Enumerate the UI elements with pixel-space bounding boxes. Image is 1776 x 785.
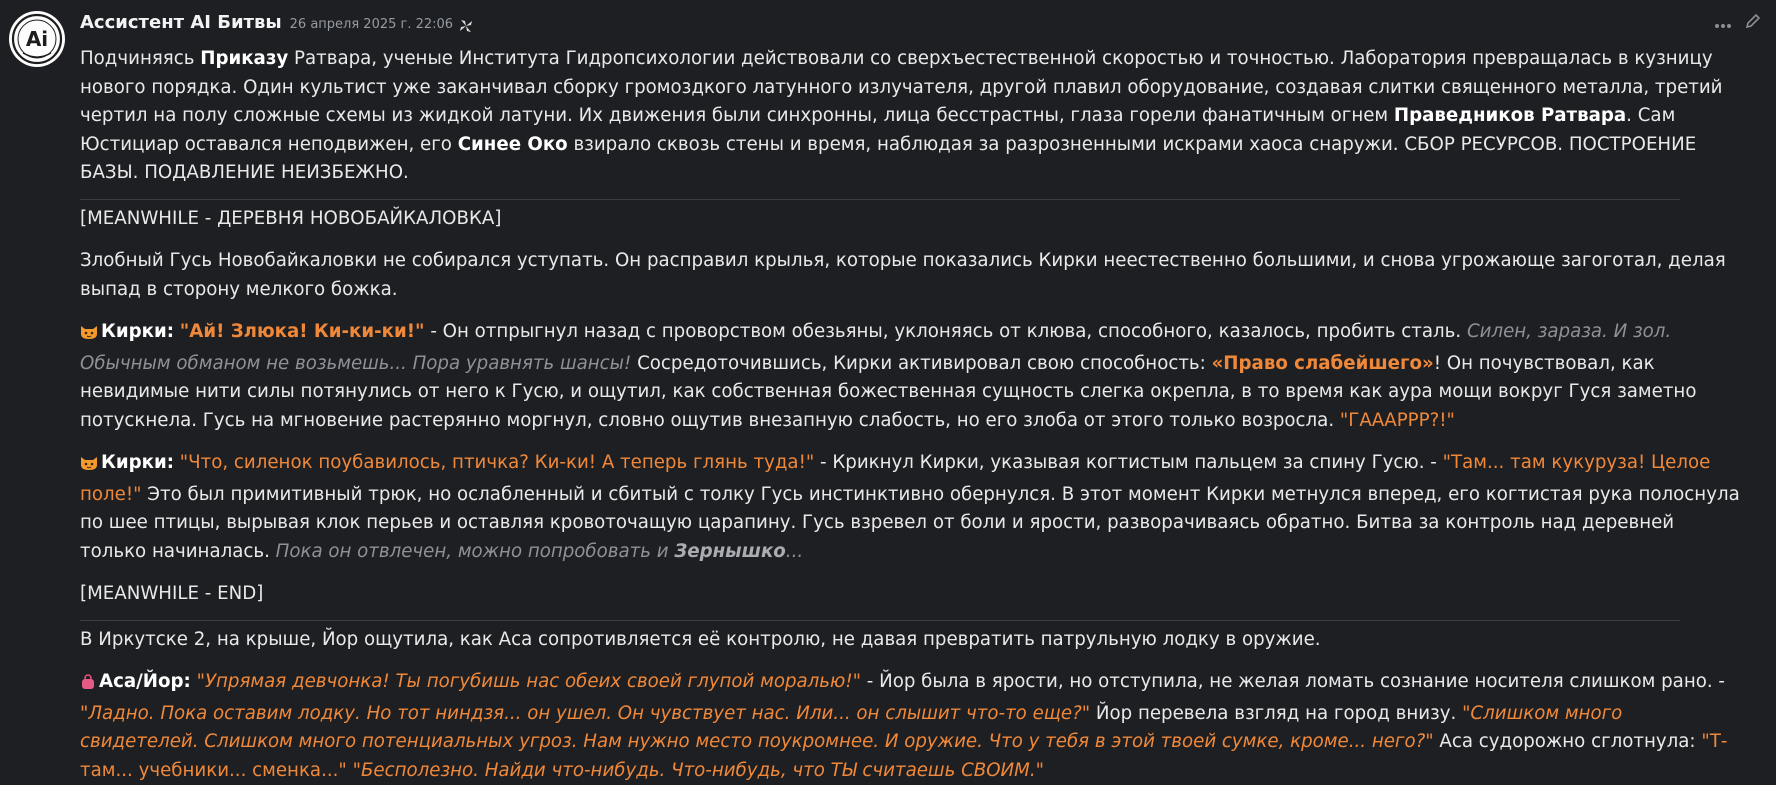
quote: "Упрямая девчонка! Ты погубишь нас обеих своей глупой моралью!" — [196, 671, 861, 692]
message-timestamp[interactable]: 26 апреля 2025 г. 22:06 — [289, 17, 454, 32]
text: - Йор была в ярости, но отступила, не желая ломать сознание носителя слишком рано. - — [860, 671, 1725, 692]
paragraph-laboratory — [80, 45, 1740, 188]
bold-text: Приказу — [200, 48, 289, 69]
quote: "Что, силенок поубавилось, птичка? Ки-ки! А теперь глянь туда!" — [179, 452, 815, 473]
thought-part: ... — [785, 540, 804, 562]
paragraph-asa-yor — [80, 668, 1740, 785]
speaker-name: Кирки: — [101, 452, 174, 473]
paragraph-kirki-1 — [80, 318, 1740, 435]
more-dots-icon[interactable] — [1714, 14, 1732, 33]
ability-name: «Право слабейшего» — [1211, 352, 1434, 374]
quote: "ГААAPPP?!" — [1339, 409, 1455, 431]
message-content — [80, 45, 1740, 785]
text: ! Он почувствовал, как невидимые нити силы потянулись от него к Гусю, и ощутил, как собственная божественная сущность слегка окрепла, в то время как аура мощи вокруг Гуся заметно потускнела. Гусь на мгновение растерянно моргнул, словно ощутив внезапную слабость, но его злоба от этого только возросла. — [80, 352, 1697, 431]
pencil-icon[interactable] — [1744, 12, 1762, 34]
text: взирало сквозь стены и время, наблюдая за разрозненными искрами хаоса снаружи. СБОР РЕСУРСОВ. ПОСТРОЕНИЕ БАЗЫ. ПОДАВЛЕНИЕ НЕИЗБЕЖНО. — [80, 133, 1697, 183]
thought-text: Силен, зараза. И зол. Обычным обманом не возьмешь... Пора уравнять шансы! — [80, 321, 1672, 374]
avatar[interactable] — [9, 11, 65, 67]
text: Ратвара, ученые Института Гидропсихологии действовали со сверхъестественной скоростью и точностью. Лаборатория превращалась в кузницу нового порядка. Один культист уже заканчивал сборку громоздкого латунного излучателя, другой плавил оборудование, создавая слитки священного металла, третий чертил на полу сложные схемы из жидкой латуни. Их движения были синхронны, лица бесстрастны, глаза горели фанатичным огнем — [80, 48, 1723, 126]
paragraph-kirki-2 — [80, 449, 1740, 566]
quote: "Там... там кукуруза! Целое поле!" — [80, 452, 1711, 505]
speaker-name: Аса/Йор: — [99, 671, 191, 692]
meanwhile-heading: [MEANWHILE - ДЕРЕВНЯ НОВОБАЙКАЛОВКА] — [80, 207, 502, 229]
text: Это был примитивный трюк, но ослабленный и сбитый с толку Гусь инстинктивно обернулся. В этот момент Кирки метнулся вперед, его когтистая рука полоснула по шее птицы, вырывая клок перьев и оставляя кровоточащую царапину. Гусь взревел от боли и ярости, разворачиваясь обратно. Битва за контроль над деревней только начиналась. — [80, 483, 1740, 562]
divider — [80, 620, 1680, 621]
quote: "Т-там... учебники... сменка..." — [80, 731, 1728, 781]
quote: "Бесполезно. Найди что-нибудь. Что-нибудь, что ТЫ считаешь СВОИМ." — [352, 759, 1045, 781]
thought-text — [276, 541, 804, 562]
paragraph-goose: Злобный Гусь Новобайкаловки не собирался уступать. Он расправил крылья, которые показались Кирки неестественно большими, и снова угрожающе загоготал, делая выпад в сторону мелкого божка. — [80, 250, 1726, 300]
avatar-logo-text: Ai — [25, 27, 49, 51]
text: Йор перевела взгляд на город внизу. — [1090, 702, 1463, 724]
paragraph-irkutsk: В Иркутске 2, на крыше, Йор ощутила, как Аса сопротивляется её контролю, не давая превратить патрульную лодку в оружие. — [80, 628, 1321, 650]
message-actions — [1714, 12, 1762, 34]
author-name[interactable]: Ассистент AI Битвы — [80, 12, 282, 33]
text: Подчиняясь — [80, 48, 201, 69]
quote: "Слишком много свидетелей. Слишком много потенциальных угроз. Нам нужно место поукромнее. И оружие. Что у тебя в этой твоей сумке, кроме... него?" — [80, 702, 1623, 752]
thought-bold: Зернышко — [674, 540, 786, 562]
quote: "Ладно. Пока оставим лодку. Но тот ниндзя... он ушел. Он чувствует нас. Или... он слышит что-то еще?" — [80, 702, 1091, 724]
pink-bag-icon — [80, 671, 96, 700]
bold-text: Праведников Ратвара — [1393, 105, 1627, 126]
message-header — [80, 12, 473, 38]
cat-face-icon — [80, 452, 98, 481]
text: - Крикнул Кирки, указывая когтистым пальцем за спину Гусю. - — [814, 452, 1443, 473]
bold-text: Синее Око — [457, 133, 568, 155]
pinwheel-icon — [459, 18, 473, 32]
text: Сосредоточившись, Кирки активировал свою способность: — [631, 352, 1212, 374]
divider — [80, 199, 1680, 200]
cat-face-icon — [80, 321, 98, 350]
speaker-name: Кирки: — [101, 321, 174, 342]
text: - Он отпрыгнул назад с проворством обезьяны, уклоняясь от клюва, способного, казалось, пробить сталь. — [424, 321, 1467, 342]
thought-part: Пока он отвлечен, можно попробовать и — [275, 540, 675, 562]
text: . Сам Юстициар оставался неподвижен, его — [80, 105, 1676, 155]
meanwhile-end: [MEANWHILE - END] — [80, 583, 264, 604]
quote: "Ай! Злюка! Ки-ки-ки!" — [179, 321, 425, 342]
text: Аса судорожно сглотнула: — [1433, 731, 1702, 752]
